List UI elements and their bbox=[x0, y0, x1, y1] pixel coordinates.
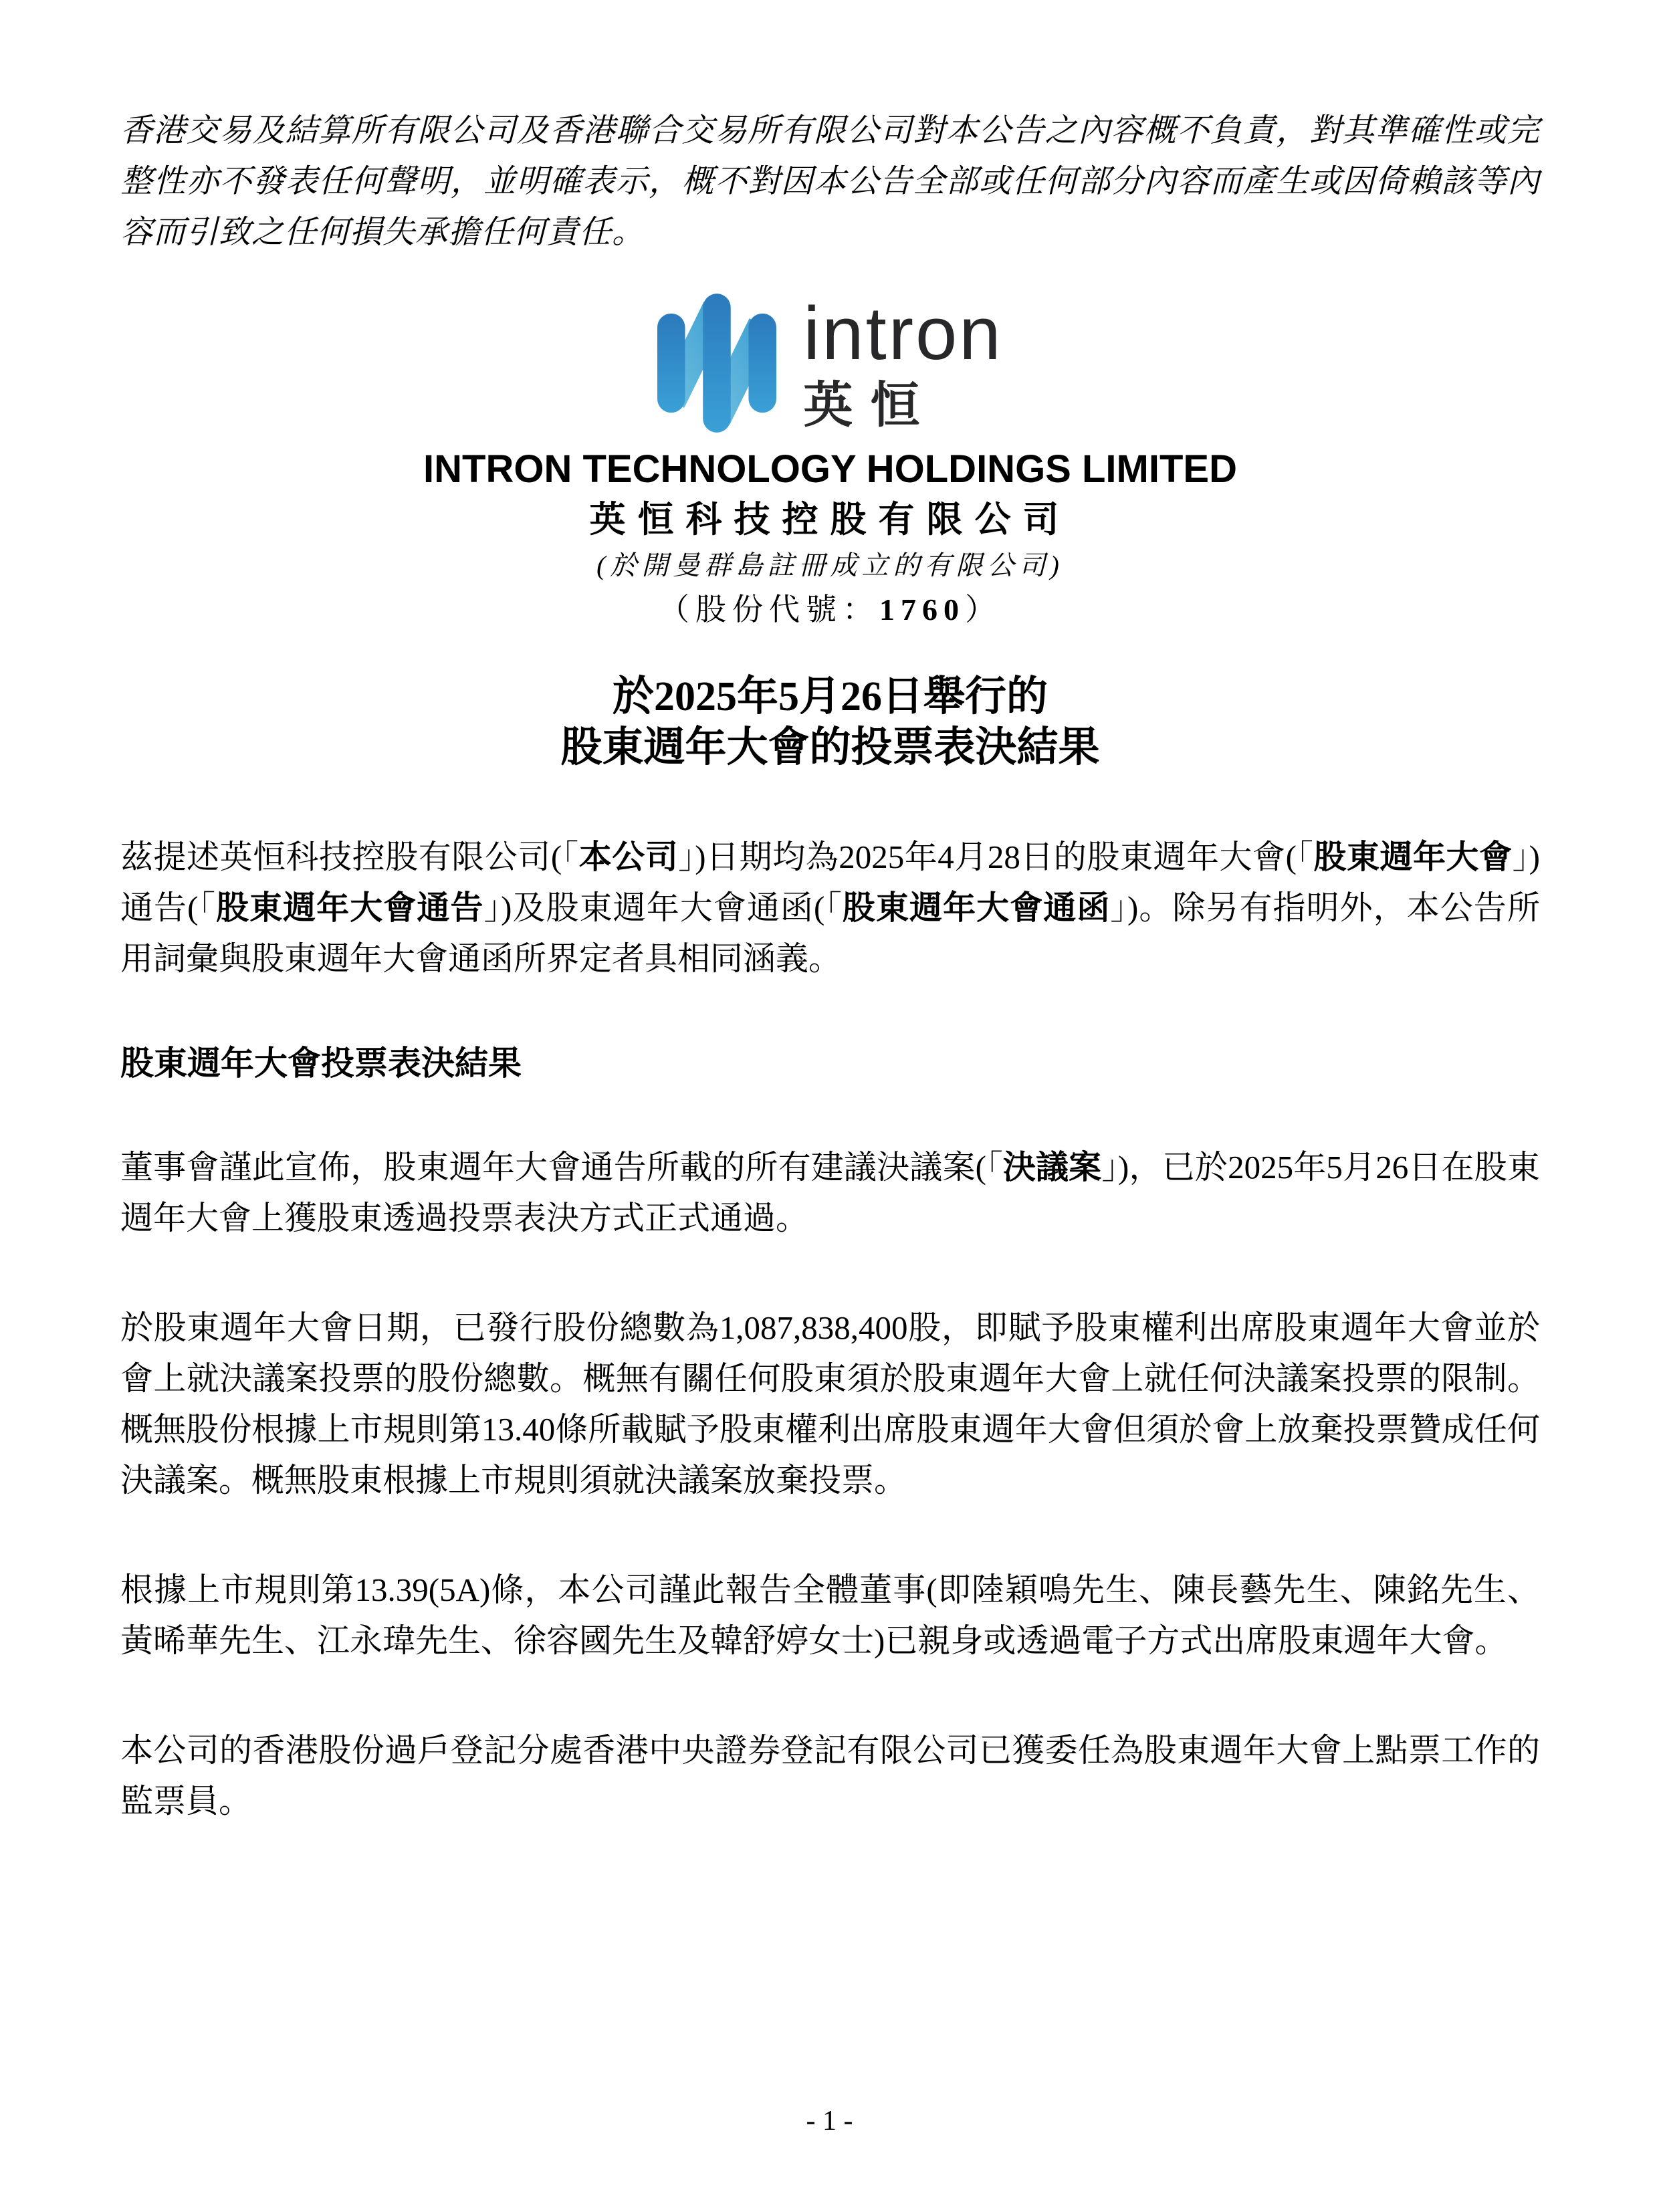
company-name-en: INTRON TECHNOLOGY HOLDINGS LIMITED bbox=[423, 447, 1237, 491]
logo-wordmark-zh: 英恒 bbox=[803, 377, 937, 433]
document-title-line1: 於2025年5月26日舉行的 bbox=[612, 674, 1048, 720]
intron-logo-mark-icon bbox=[657, 292, 776, 434]
document-title bbox=[120, 672, 1540, 773]
company-name-zh: 英恒科技控股有限公司 bbox=[589, 500, 1071, 540]
logo-wordmark: intron bbox=[803, 292, 1003, 376]
shares-paragraph: 於股東週年大會日期，已發行股份總數為1,087,838,400股，即賦予股東權利出席股東週年大會並於會上就決議案投票的股份總數。概無有關任何股東須於股東週年大會上就任何決議案投票的限制。概無股份根據上市規則第13.40條所載賦予股東權利出席股東週年大會但須於會上放棄投票贊成任何決議案。概無股東根據上市規則須就決議案放棄投票。 bbox=[120, 1309, 1540, 1499]
section-heading-poll-results: 股東週年大會投票表決結果 bbox=[120, 1044, 522, 1083]
logo-wordmark-group bbox=[803, 292, 1003, 433]
announcement-paragraph: 董事會謹此宣佈，股東週年大會通告所載的所有建議決議案(「決議案」)，已於2025年5月26日在股東週年大會上獲股東透過投票表決方式正式通過。 bbox=[120, 1149, 1540, 1237]
stock-code-suffix: ） bbox=[965, 592, 1002, 627]
registrar-scrutineer-paragraph: 本公司的香港股份過戶登記分處香港中央證券登記有限公司已獲委任為股東週年大會上點票工作的監票員。 bbox=[120, 1731, 1540, 1819]
document-title-line2: 股東週年大會的投票表決結果 bbox=[560, 724, 1100, 770]
stock-code-line bbox=[120, 591, 1540, 628]
intro-paragraph: 茲提述英恒科技控股有限公司(「本公司」)日期均為2025年4月28日的股東週年大會(「股東週年大會」)通告(「股東週年大會通告」)及股東週年大會通函(「股東週年大會通函」)。除另有指明外，本公告所用詞彙與股東週年大會通函所界定者具相同涵義。 bbox=[120, 839, 1540, 978]
incorporation-note: (於開曼群島註冊成立的有限公司) bbox=[596, 550, 1064, 580]
stock-code-prefix: （股份代號： bbox=[659, 592, 879, 627]
directors-attendance-paragraph: 根據上市規則第13.39(5A)條，本公司謹此報告全體董事(即陸穎鳴先生、陳長藝先生、陳銘先生、黃晞華先生、江永瑋先生、徐容國先生及韓舒婷女士)已親身或透過電子方式出席股東週年大會。 bbox=[120, 1571, 1540, 1659]
stock-code-value: 1760 bbox=[879, 592, 965, 627]
exchange-disclaimer: 香港交易及結算所有限公司及香港聯合交易所有限公司對本公告之內容概不負責，對其準確性或完整性亦不發表任何聲明，並明確表示，概不對因本公告全部或任何部分內容而產生或因倚賴該等內容而引致之任何損失承擔任何責任。 bbox=[120, 113, 1540, 250]
page-number: - 1 - bbox=[806, 2106, 853, 2136]
company-logo bbox=[120, 292, 1540, 434]
